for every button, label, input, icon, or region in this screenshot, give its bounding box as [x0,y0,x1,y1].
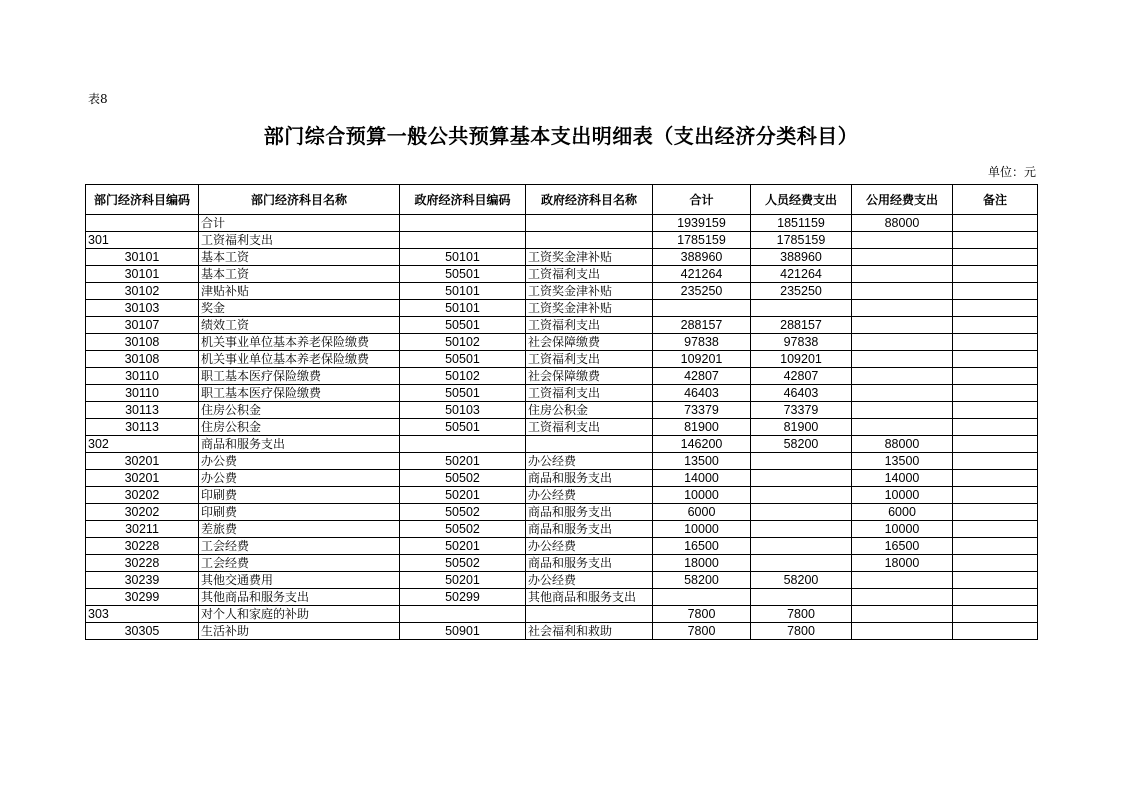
dept-name-cell: 职工基本医疗保险缴费 [199,368,400,385]
dept-code-cell: 302 [86,436,199,453]
note-cell [953,385,1038,402]
public-cell [852,606,953,623]
table-row [86,385,1038,402]
table-row [86,249,1038,266]
public-cell [852,623,953,640]
dept-code-cell: 30108 [86,334,199,351]
table-row [86,419,1038,436]
gov-name-cell: 社会保障缴费 [526,368,653,385]
note-cell [953,538,1038,555]
dept-code-cell [86,215,199,232]
public-cell: 16500 [852,538,953,555]
gov-code-cell: 50501 [400,317,526,334]
note-cell [953,266,1038,283]
dept-name-cell: 印刷费 [199,487,400,504]
public-cell [852,266,953,283]
gov-code-cell: 50502 [400,555,526,572]
gov-name-cell: 商品和服务支出 [526,521,653,538]
gov-code-cell [400,232,526,249]
public-cell: 88000 [852,436,953,453]
dept-name-cell: 办公费 [199,453,400,470]
table-row [86,589,1038,606]
personnel-cell [751,300,852,317]
gov-name-cell: 其他商品和服务支出 [526,589,653,606]
budget-table [85,184,1038,640]
total-cell: 235250 [653,283,751,300]
gov-name-cell: 办公经费 [526,572,653,589]
note-cell [953,368,1038,385]
note-cell [953,606,1038,623]
gov-code-cell [400,606,526,623]
gov-name-cell: 工资福利支出 [526,317,653,334]
total-cell: 421264 [653,266,751,283]
gov-name-cell: 工资奖金津补贴 [526,283,653,300]
personnel-cell: 1785159 [751,232,852,249]
gov-code-cell: 50502 [400,504,526,521]
col-header-gov-code: 政府经济科目编码 [400,185,526,215]
gov-name-cell: 工资福利支出 [526,351,653,368]
personnel-cell [751,538,852,555]
table-row [86,606,1038,623]
note-cell [953,334,1038,351]
table-row [86,623,1038,640]
table-row [86,436,1038,453]
total-cell: 288157 [653,317,751,334]
gov-code-cell: 50201 [400,453,526,470]
dept-name-cell: 住房公积金 [199,419,400,436]
dept-code-cell: 30102 [86,283,199,300]
total-cell: 73379 [653,402,751,419]
total-cell: 1785159 [653,232,751,249]
note-cell [953,453,1038,470]
public-cell [852,385,953,402]
table-row [86,351,1038,368]
dept-name-cell: 机关事业单位基本养老保险缴费 [199,334,400,351]
gov-name-cell: 商品和服务支出 [526,555,653,572]
gov-name-cell: 工资福利支出 [526,385,653,402]
table-row [86,572,1038,589]
note-cell [953,504,1038,521]
note-cell [953,351,1038,368]
public-cell [852,572,953,589]
gov-code-cell: 50101 [400,249,526,266]
public-cell [852,419,953,436]
dept-name-cell: 差旅费 [199,521,400,538]
personnel-cell [751,504,852,521]
public-cell [852,283,953,300]
public-cell [852,232,953,249]
col-header-personnel: 人员经费支出 [751,185,852,215]
dept-code-cell: 30113 [86,402,199,419]
public-cell: 6000 [852,504,953,521]
dept-code-cell: 30110 [86,368,199,385]
dept-name-cell: 其他交通费用 [199,572,400,589]
gov-name-cell: 工资奖金津补贴 [526,249,653,266]
public-cell: 10000 [852,487,953,504]
gov-code-cell: 50501 [400,351,526,368]
total-cell: 6000 [653,504,751,521]
dept-code-cell: 30228 [86,555,199,572]
personnel-cell [751,487,852,504]
total-cell: 58200 [653,572,751,589]
dept-name-cell: 津贴补贴 [199,283,400,300]
table-row [86,555,1038,572]
gov-name-cell: 办公经费 [526,453,653,470]
table-row [86,487,1038,504]
personnel-cell: 42807 [751,368,852,385]
dept-name-cell: 工会经费 [199,538,400,555]
total-cell: 13500 [653,453,751,470]
gov-code-cell: 50101 [400,283,526,300]
dept-name-cell: 商品和服务支出 [199,436,400,453]
personnel-cell [751,470,852,487]
gov-code-cell [400,436,526,453]
total-cell: 7800 [653,623,751,640]
gov-name-cell: 社会福利和救助 [526,623,653,640]
dept-code-cell: 303 [86,606,199,623]
note-cell [953,232,1038,249]
public-cell [852,317,953,334]
gov-name-cell: 工资奖金津补贴 [526,300,653,317]
gov-code-cell: 50501 [400,266,526,283]
gov-code-cell [400,215,526,232]
total-cell: 10000 [653,521,751,538]
gov-code-cell: 50501 [400,385,526,402]
public-cell: 14000 [852,470,953,487]
dept-code-cell: 30101 [86,266,199,283]
dept-code-cell: 30239 [86,572,199,589]
public-cell: 18000 [852,555,953,572]
dept-code-cell: 30202 [86,487,199,504]
dept-code-cell: 30202 [86,504,199,521]
total-cell: 18000 [653,555,751,572]
dept-name-cell: 工会经费 [199,555,400,572]
note-cell [953,589,1038,606]
public-cell [852,589,953,606]
note-cell [953,487,1038,504]
col-header-total: 合计 [653,185,751,215]
total-cell: 16500 [653,538,751,555]
gov-code-cell: 50502 [400,521,526,538]
dept-code-cell: 30113 [86,419,199,436]
total-cell: 1939159 [653,215,751,232]
personnel-cell: 58200 [751,572,852,589]
public-cell [852,402,953,419]
header-row [86,185,1038,215]
dept-code-cell: 301 [86,232,199,249]
personnel-cell [751,555,852,572]
public-cell [852,249,953,266]
col-header-dept-name: 部门经济科目名称 [199,185,400,215]
table-row [86,504,1038,521]
note-cell [953,249,1038,266]
page-title: 部门综合预算一般公共预算基本支出明细表（支出经济分类科目） [263,124,859,148]
total-cell: 388960 [653,249,751,266]
gov-code-cell: 50102 [400,368,526,385]
col-header-public: 公用经费支出 [852,185,953,215]
total-cell: 7800 [653,606,751,623]
note-cell [953,521,1038,538]
gov-code-cell: 50299 [400,589,526,606]
table-row [86,317,1038,334]
gov-code-cell: 50103 [400,402,526,419]
gov-name-cell [526,232,653,249]
gov-code-cell: 50201 [400,538,526,555]
dept-name-cell: 绩效工资 [199,317,400,334]
note-cell [953,283,1038,300]
gov-code-cell: 50201 [400,572,526,589]
table-row [86,538,1038,555]
table-row [86,334,1038,351]
table-row [86,470,1038,487]
personnel-cell: 7800 [751,623,852,640]
gov-name-cell: 社会保障缴费 [526,334,653,351]
table-row [86,402,1038,419]
public-cell [852,351,953,368]
gov-name-cell [526,215,653,232]
table-body [86,215,1038,640]
table-number-label: 表8 [88,92,108,106]
dept-code-cell: 30228 [86,538,199,555]
gov-name-cell: 工资福利支出 [526,419,653,436]
total-cell [653,300,751,317]
personnel-cell: 97838 [751,334,852,351]
gov-name-cell: 商品和服务支出 [526,504,653,521]
gov-code-cell: 50201 [400,487,526,504]
total-cell: 10000 [653,487,751,504]
dept-code-cell: 30110 [86,385,199,402]
personnel-cell: 1851159 [751,215,852,232]
public-cell: 13500 [852,453,953,470]
personnel-cell: 388960 [751,249,852,266]
col-header-gov-name: 政府经济科目名称 [526,185,653,215]
total-cell: 46403 [653,385,751,402]
total-cell: 14000 [653,470,751,487]
note-cell [953,555,1038,572]
gov-code-cell: 50101 [400,300,526,317]
gov-name-cell [526,436,653,453]
dept-name-cell: 生活补助 [199,623,400,640]
gov-name-cell: 商品和服务支出 [526,470,653,487]
unit-note: 单位：元 [987,165,1036,179]
total-cell: 42807 [653,368,751,385]
note-cell [953,317,1038,334]
personnel-cell: 46403 [751,385,852,402]
gov-name-cell: 办公经费 [526,538,653,555]
table-row [86,453,1038,470]
col-header-note: 备注 [953,185,1038,215]
dept-name-cell: 机关事业单位基本养老保险缴费 [199,351,400,368]
note-cell [953,572,1038,589]
dept-name-cell: 其他商品和服务支出 [199,589,400,606]
total-cell [653,589,751,606]
personnel-cell [751,521,852,538]
total-cell: 81900 [653,419,751,436]
gov-code-cell: 50102 [400,334,526,351]
gov-name-cell [526,606,653,623]
dept-name-cell: 办公费 [199,470,400,487]
dept-name-cell: 基本工资 [199,249,400,266]
table-row [86,521,1038,538]
gov-code-cell: 50901 [400,623,526,640]
dept-name-cell: 对个人和家庭的补助 [199,606,400,623]
gov-code-cell: 50501 [400,419,526,436]
dept-name-cell: 印刷费 [199,504,400,521]
table-row [86,283,1038,300]
public-cell: 10000 [852,521,953,538]
dept-code-cell: 30103 [86,300,199,317]
dept-name-cell: 基本工资 [199,266,400,283]
note-cell [953,470,1038,487]
gov-name-cell: 办公经费 [526,487,653,504]
table-row [86,300,1038,317]
dept-name-cell: 职工基本医疗保险缴费 [199,385,400,402]
gov-name-cell: 工资福利支出 [526,266,653,283]
note-cell [953,623,1038,640]
public-cell [852,300,953,317]
personnel-cell: 81900 [751,419,852,436]
dept-name-cell: 合计 [199,215,400,232]
note-cell [953,300,1038,317]
personnel-cell: 58200 [751,436,852,453]
public-cell [852,334,953,351]
personnel-cell: 73379 [751,402,852,419]
gov-name-cell: 住房公积金 [526,402,653,419]
table-row [86,368,1038,385]
personnel-cell: 109201 [751,351,852,368]
dept-code-cell: 30107 [86,317,199,334]
total-cell: 109201 [653,351,751,368]
personnel-cell: 235250 [751,283,852,300]
personnel-cell [751,453,852,470]
personnel-cell: 421264 [751,266,852,283]
note-cell [953,215,1038,232]
gov-code-cell: 50502 [400,470,526,487]
total-cell: 97838 [653,334,751,351]
dept-code-cell: 30211 [86,521,199,538]
total-row [86,215,1038,232]
total-cell: 146200 [653,436,751,453]
dept-code-cell: 30101 [86,249,199,266]
public-cell: 88000 [852,215,953,232]
dept-code-cell: 30201 [86,453,199,470]
note-cell [953,402,1038,419]
col-header-dept-code: 部门经济科目编码 [86,185,199,215]
table-row [86,232,1038,249]
personnel-cell [751,589,852,606]
dept-code-cell: 30299 [86,589,199,606]
dept-code-cell: 30108 [86,351,199,368]
dept-name-cell: 奖金 [199,300,400,317]
dept-name-cell: 工资福利支出 [199,232,400,249]
note-cell [953,436,1038,453]
dept-name-cell: 住房公积金 [199,402,400,419]
dept-code-cell: 30305 [86,623,199,640]
note-cell [953,419,1038,436]
personnel-cell: 288157 [751,317,852,334]
personnel-cell: 7800 [751,606,852,623]
public-cell [852,368,953,385]
dept-code-cell: 30201 [86,470,199,487]
table-row [86,266,1038,283]
